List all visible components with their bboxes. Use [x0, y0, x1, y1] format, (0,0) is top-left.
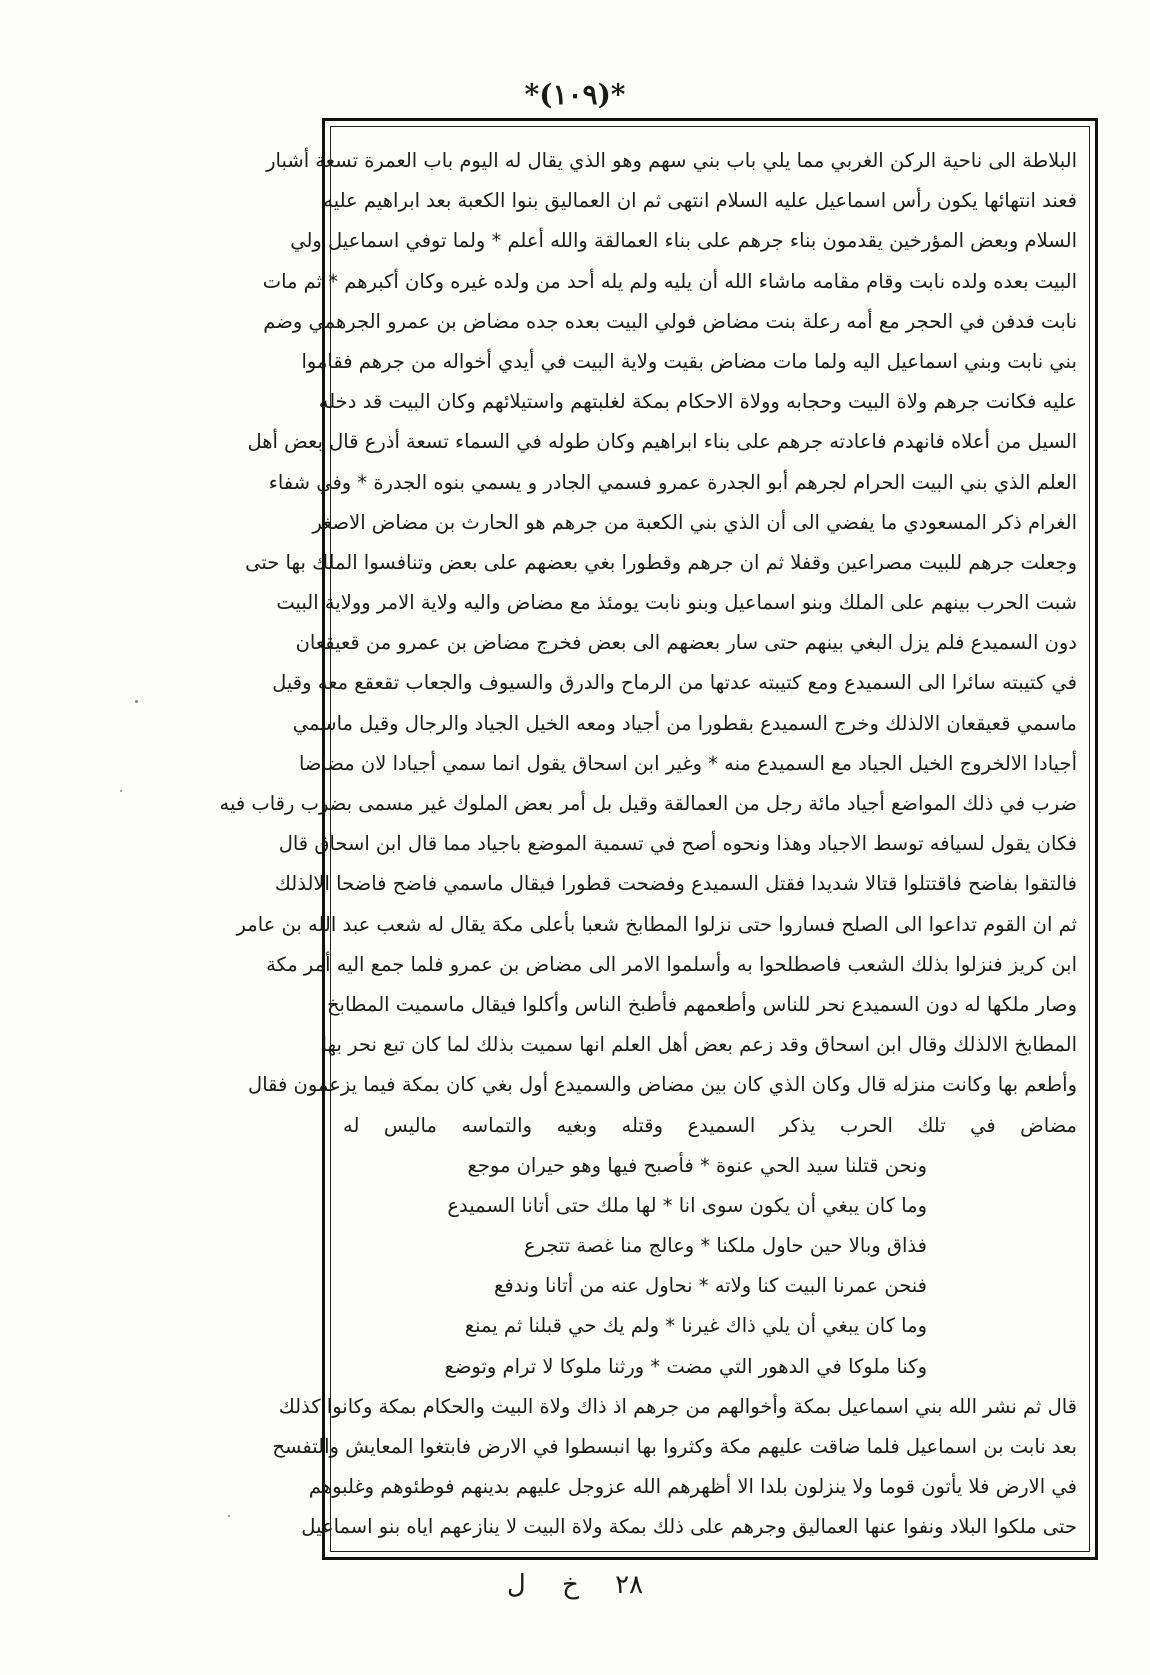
text-line: حتى ملكوا البلاد ونفوا عنها العماليق وجرهم على ذلك بمكة ولاة البيت لا ينازعهم اياه بنو اسماعيل	[301, 1515, 1077, 1539]
text-block	[219, 126, 1090, 1552]
paper-speck	[135, 700, 138, 703]
verse-line: فنحن عمرنا البيت كنا ولاته * نحاول عنه من أتانا وندفع	[494, 1274, 927, 1298]
text-line: بعد نابت بن اسماعيل فلما ضاقت عليهم مكة وكثروا بها انبسطوا في الارض فابتغوا المعايش والتفسح	[272, 1435, 1077, 1458]
text-line: وجعلت جرهم للبيت مصراعين وقفلا ثم ان جرهم وقطورا بغي بعضهم على بعض وتنافسوا الملك بها حتى	[245, 550, 1077, 574]
text-line: السيل من أعلاه فانهدم فاعادته جرهم على بناء ابراهيم وكان طوله في السماء تسعة أذرع قال بعض أهل	[247, 430, 1077, 454]
text-line: في الارض فلا يأتون قوما ولا ينزلون بلدا الا أظهرهم الله عزوجل عليهم بدينهم فوطئوهم وغلبوهم	[308, 1475, 1077, 1499]
text-line: ماسمي قعيقعان الالذلك وخرج السميدع بقطورا من أجياد ومعه الخيل الجياد والرجال وقيل ماسمي	[292, 711, 1077, 735]
text-line: مضاض في تلك الحرب يذكر السميدع وقتله وبغيه والتماسه ماليس له	[343, 1113, 1077, 1137]
page-number: *(١٠٩)*	[524, 78, 626, 111]
text-line: ضرب في ذلك المواضع أجياد مائة رجل من العمالقة وقيل بل أمر بعض الملوك غير مسمى بضرب رقاب فيه	[219, 792, 1077, 815]
text-line: البيت بعده ولده نابت وقام مقامه ماشاء الله أن يليه ولم يله أحد من ولده غيره وكان أكبرهم * ثم مات	[262, 269, 1077, 293]
text-line: فكان يقول لسيافه توسط الاجياد وهذا ونحوه أصح في تسمية الموضع باجياد مما قال ابن اسحاق قال	[278, 832, 1077, 856]
text-line: فالتقوا بفاضح فاقتتلوا قتالا شديدا فقتل السميدع وفضحت قطورا فيقال ماسمي فاضح فاضحا الالذلك	[274, 872, 1077, 896]
text-line: وأطعم بها وكانت منزله قال وكان الذي كان بين مضاض والسميدع أول بغي كان بمكة فيما يزعمون فقال	[248, 1073, 1077, 1097]
text-line: عليه فكانت جرهم ولاة البيت وحجابه وولاة الاحكام بمكة لغلبتهم واستيلائهم وكان البيت قد دخله	[318, 390, 1077, 414]
verse-line: وكنا ملوكا في الدهور التي مضت * ورثنا ملوكا لا ترام وتوضع	[444, 1354, 927, 1378]
text-frame	[219, 118, 1098, 1560]
text-line: شبت الحرب بينهم على الملك وبنو اسماعيل وبنو نابت يومئذ مع مضاض واليه ولاية الامر وولاية البيت	[276, 591, 1077, 615]
text-line: دون السميدع فلم يزل البغي بينهم حتى سار بعضهم الى بعض فخرج مضاض بن عمرو من قعيقعان	[295, 631, 1077, 655]
text-line: البلاطة الى ناحية الركن الغربي مما يلي باب بني سهم وهو الذي يقال له اليوم باب العمرة تسعة أشبار	[266, 149, 1077, 172]
text-line: أجيادا الالخروج الخيل الجياد مع السميدع منه * وغير ابن اسحاق يقول انما سمي أجيادا لان مضاضا	[298, 751, 1077, 775]
text-line: السلام وبعض المؤرخين يقدمون بناء جرهم على بناء العمالقة والله أعلم * ولما توفي اسماعيل ولي	[290, 229, 1077, 253]
text-line: في كتيبته سائرا الى السميدع ومع كتيبته عدتها من الرماح والدرق والسيوف والجعاب تقعقع معه وقيل	[272, 671, 1077, 695]
text-line: بني نابت وبني اسماعيل اليه ولما مات مضاض بقيت ولاية البيت في أيدي أخواله من جرهم فقاموا	[301, 349, 1077, 373]
verse-line: ونحن قتلنا سيد الحي عنوة * فأصبح فيها وهو حيران موجع	[467, 1153, 927, 1177]
poem-block	[343, 1146, 1077, 1387]
text-line: العلم الذي بني البيت الحرام لجرهم أبو الجدرة عمرو فسمي الجادر و يسمي بنوه الجدرة * وفي شفاء	[268, 470, 1077, 494]
text-line: ثم ان القوم تداعوا الى الصلح فساروا حتى نزلوا المطابخ شعبا بأعلى مكة يقال له شعب عبد الله بن عامر	[236, 912, 1077, 936]
text-line: وصار ملكها له دون السميدع نحر للناس وأطعمهم فأطبخ الناس وأكلوا فيقال ماسميت المطابخ	[326, 992, 1077, 1016]
verse-line: فذاق وبالا حين حاول ملكنا * وعالج منا غصة تتجرع	[523, 1234, 927, 1258]
footer-signature: ٢٨ خ ل	[506, 1570, 644, 1600]
text-line: المطابخ الالذلك وقال ابن اسحاق وقد زعم بعض أهل العلم انها سميت بذلك لما كان تبع نحر بها	[321, 1033, 1077, 1057]
closing-paragraph	[272, 1387, 1077, 1548]
paper-speck	[120, 790, 122, 792]
body-paragraph	[219, 141, 1077, 1146]
text-line: الغرام ذكر المسعودي ما يفضي الى أن الذي بني الكعبة من جرهم هو الحارث بن مضاض الاصغر	[312, 510, 1077, 534]
text-line: ابن كريز فنزلوا بذلك الشعب فاصطلحوا به وأسلموا الامر الى مضاض بن عمرو فلما جمع اليه أمر مكة	[266, 952, 1077, 976]
text-line: فعند انتهائها يكون رأس اسماعيل عليه السلام انتهى ثم ان العماليق بنوا الكعبة بعد ابراهيم عليه	[323, 189, 1077, 213]
verse-line: وما كان يبغي أن يلي ذاك غيرنا * ولم يك حي قبلنا ثم يمنع	[464, 1314, 927, 1338]
verse-line: وما كان يبغي أن يكون سوى انا * لها ملك حتى أتانا السميدع	[447, 1193, 927, 1217]
text-line: نابت فدفن في الحجر مع أمه رعلة بنت مضاض فولي البيت بعده جده مضاض بن عمرو الجرهمي وضم	[263, 309, 1077, 333]
paper-speck	[228, 1515, 230, 1517]
text-line: قال ثم نشر الله بني اسماعيل بمكة وأخوالهم من جرهم اذ ذاك ولاة البيت والحكام بمكة وكانوا كذلك	[278, 1394, 1077, 1418]
